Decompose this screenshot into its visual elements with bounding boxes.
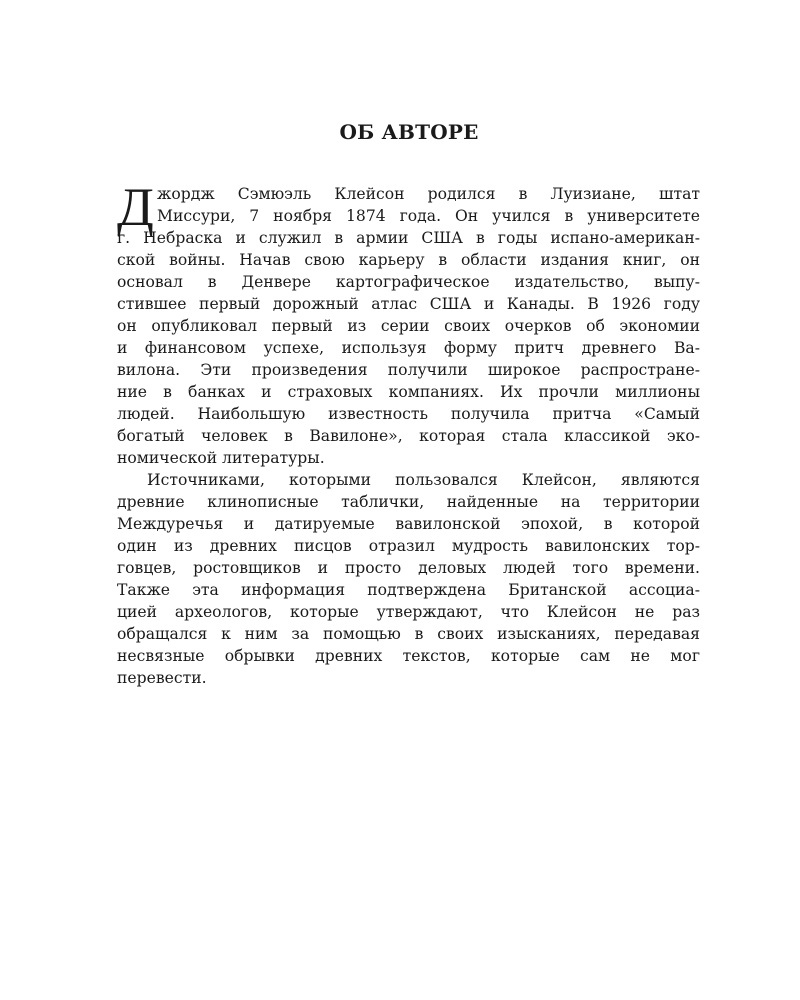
- text-line: Миссури, 7 ноября 1874 года. Он учился в университете: [157, 207, 700, 225]
- text-line: и финансовом успехе, используя форму притч древнего Ва-: [117, 339, 700, 357]
- text-line: обращался к ним за помощью в своих изысканиях, передавая: [117, 625, 700, 643]
- page-title: ОБ АВТОРЕ: [339, 120, 479, 144]
- text-line: Междуречья и датируемые вавилонской эпохой, в которой: [117, 515, 700, 533]
- text-line: один из древних писцов отразил мудрость вавилонских тор-: [117, 537, 700, 555]
- text-line: ние в банках и страховых компаниях. Их прочли миллионы: [117, 383, 700, 401]
- text-line: основал в Денвере картографическое издательство, выпу-: [117, 273, 700, 291]
- text-line: стившее первый дорожный атлас США и Канады. В 1926 году: [117, 295, 700, 313]
- text-line: цией археологов, которые утверждают, что Клейсон не раз: [117, 603, 700, 621]
- text-line: г. Небраска и служил в армии США в годы испано-американ-: [117, 229, 700, 247]
- text-line: говцев, ростовщиков и просто деловых людей того времени.: [117, 559, 700, 577]
- text-line: древние клинописные таблички, найденные на территории: [117, 493, 700, 511]
- text-line: перевести.: [117, 669, 207, 687]
- text-line: богатый человек в Вавилоне», которая стала классикой эко-: [117, 427, 700, 445]
- text-line: ской войны. Начав свою карьеру в области издания книг, он: [117, 251, 700, 269]
- text-line: номической литературы.: [117, 449, 325, 467]
- text-line: жордж Сэмюэль Клейсон родился в Луизиане, штат: [157, 185, 700, 203]
- paragraph-2: [117, 469, 700, 689]
- text-line: вилона. Эти произведения получили широкое распростране-: [117, 361, 700, 379]
- text-line: несвязные обрывки древних текстов, которые сам не мог: [117, 647, 700, 665]
- about-author-text: [117, 177, 700, 689]
- text-line: Источниками, которыми пользовался Клейсон, являются: [147, 471, 700, 489]
- drop-cap: Д: [117, 177, 154, 237]
- paragraph-1: [117, 227, 700, 469]
- text-line: он опубликовал первый из серии своих очерков об экономии: [117, 317, 700, 335]
- paragraph-1-opening: [117, 177, 700, 237]
- text-line: людей. Наибольшую известность получила притча «Самый: [117, 405, 700, 423]
- text-line: Также эта информация подтверждена Британской ассоциа-: [117, 581, 700, 599]
